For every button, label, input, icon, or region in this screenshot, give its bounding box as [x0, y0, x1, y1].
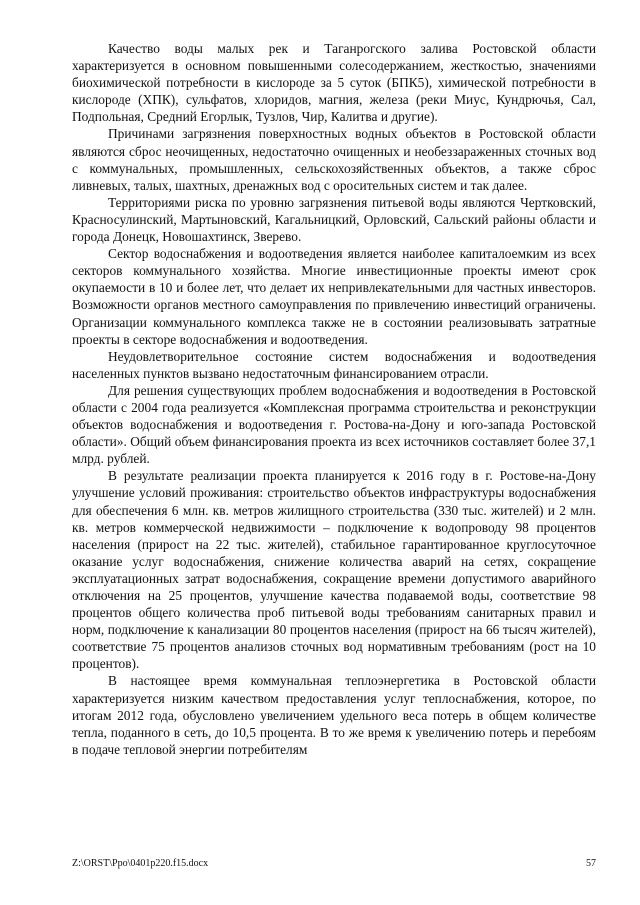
- paragraph-risk-territories: Территориями риска по уровню загрязнения питьевой воды являются Чертковский, Красносулинский, Мартыновский, Кагальницкий, Орловский, Сальский районы области и города Донецк, Новошахтинск, Зверево.: [72, 194, 596, 245]
- page-number: 57: [586, 858, 596, 869]
- paragraph-underfunding: Неудовлетворительное состояние систем водоснабжения и водоотведения населенных пунктов вызвано недостаточным финансированием отрасли.: [72, 348, 596, 381]
- paragraph-water-quality: Качество воды малых рек и Таганрогского залива Ростовской области характеризуется в основном повышенными солесодержанием, жесткостью, значениями биохимической потребности в кислороде за 5 суток (БПК5), химической потребности в кислороде (ХПК), сульфатов, хлоридов, магния, железа (реки Миус, Кундрючья, Сал, Подпольная, Средний Егорлык, Тузлов, Чир, Калитва и другие).: [72, 41, 596, 125]
- paragraph-heat-energy: В настоящее время коммунальная теплоэнергетика в Ростовской области характеризуется низким качеством предоставления услуг теплоснабжения, которое, по итогам 2012 года, обусловлено увеличением удельного веса потерь в общем количестве тепла, поданного в сеть, до 10,5 процента. В то же время к увеличению потерь и перебоям в подаче тепловой энергии потребителям: [72, 673, 596, 757]
- paragraph-water-sector: Сектор водоснабжения и водоотведения является наиболее капиталоемким из всех секторов коммунального хозяйства. Многие инвестиционные проекты имеют срок окупаемости в 10 и более лет, что делает их непривлекательными для частных инвесторов. Возможности органов местного самоуправления по привлечению инвестиций ограничены. Организации коммунального комплекса также не в состоянии реализовывать затратные проекты в секторе водоснабжения и водоотведения.: [72, 246, 596, 347]
- page-footer: [72, 856, 596, 872]
- paragraph-project-results: В результате реализации проекта планируется к 2016 году в г. Ростове-на-Дону улучшение условий проживания: строительство объектов инфраструктуры водоснабжения для обеспечения 6 млн. кв. метров жилищного строительства (330 тыс. жителей) и 2 млн. кв. метров коммерческой недвижимости – подключение к водопроводу 98 процентов населения (прирост на 22 тыс. жителей), стабильное гарантированное круглосуточное оказание услуг водоснабжения, снижение количества аварий на сетях, сокращение эксплуатационных затрат водоснабжения, сокращение времени допустимого аварийного отключения на 25 процентов, улучшение качества подаваемой воды, соответствие 98 процентов общего количества проб питьевой воды требованиям санитарных правил и норм, подключение к канализации 80 процентов населения (прирост на 66 тысяч жителей), соответствие 75 процентов анализов сточных вод нормативным требованиям (рост на 10 процентов).: [72, 468, 596, 672]
- paragraph-pollution-causes: Причинами загрязнения поверхностных водных объектов в Ростовской области являются сброс неочищенных, недостаточно очищенных и необеззараженных сточных вод с коммунальных, промышленных, сельскохозяйственных объектов, а также сброс ливневых, талых, шахтных, дренажных вод с оросительных систем и так далее.: [72, 126, 596, 193]
- document-page: [72, 40, 596, 758]
- footer-file-path: Z:\ORST\Ppo\0401p220.f15.docx: [72, 858, 209, 869]
- paragraph-program: Для решения существующих проблем водоснабжения и водоотведения в Ростовской области с 2004 года реализуется «Комплексная программа строительства и реконструкции объектов водоснабжения и водоотведения г. Ростова-на-Дону и юго-запада Ростовской области». Общий объем финансирования проекта из всех источников составляет более 37,1 млрд. рублей.: [72, 382, 596, 467]
